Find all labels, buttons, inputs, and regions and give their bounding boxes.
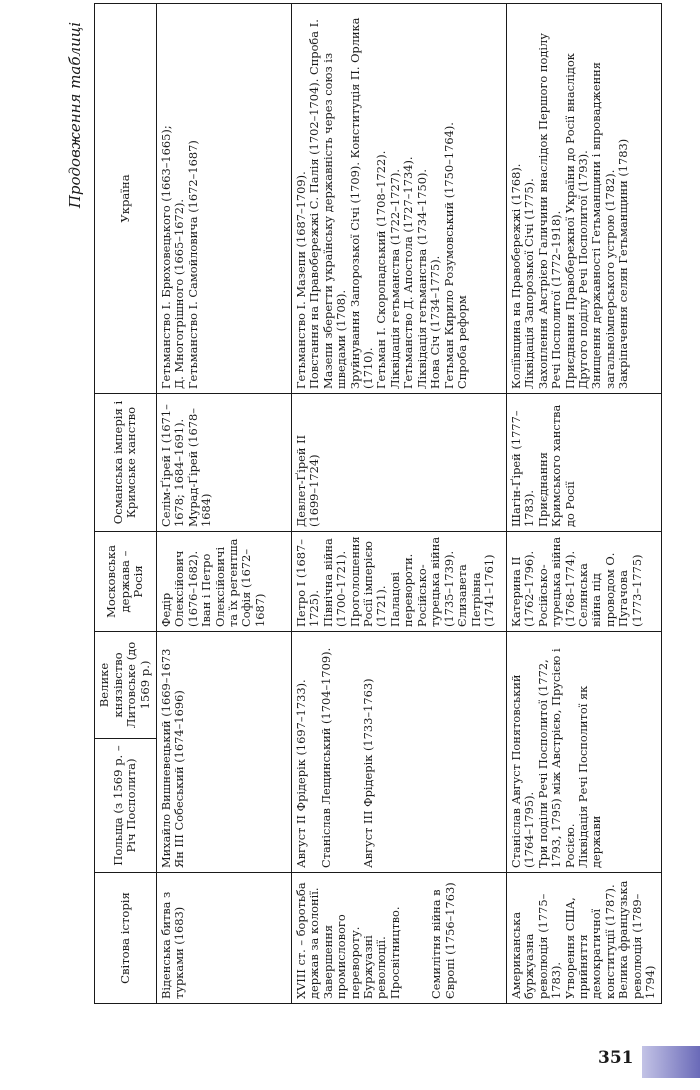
cell-line: Російсько-турецька війна (1768–1774). (535, 536, 577, 627)
cell-line: Ліквідація гетьманства (1722–1727). (387, 168, 402, 389)
col-header-poland: Польща (з 1569 р. – Річ Посполита) (95, 739, 157, 873)
col-header-world: Світова історія (95, 873, 157, 1004)
cell-line: Північна війна (1700–1721). (320, 538, 349, 627)
cell-line: Ліквідація Речі Посполитої як держави (575, 685, 604, 868)
cell-line: Гетьман І. Скоропадський (1708–1722). (374, 150, 389, 389)
cell-line: Нова Січ (1734–1775). (428, 255, 443, 389)
cell-line: Август ІІ Фрідерік (1697–1733). (293, 679, 308, 868)
cell-line: Велика французька революція (1789–1794) (616, 880, 658, 999)
cell-line: Д. Многогрішного (1665–1672). (172, 198, 187, 389)
continuation-header: Продовження таблиці (66, 22, 84, 209)
cell-ottoman (156, 394, 291, 532)
cell-line: Гетьманство Д. Апостола (1727–1734). (401, 156, 416, 389)
cell-line: Станіслав Лещинський (1704–1709). (319, 647, 334, 868)
cell-muscovy (291, 532, 506, 632)
cell-ukraine (156, 4, 291, 394)
cell-muscovy (506, 532, 661, 632)
cell-line: Іван і Петро Олексійовичі та їх регентша Софія (1672–1687) (199, 538, 267, 627)
cell-line: Гетьманство І. Брюховецького (1663–1665); (158, 125, 173, 389)
col-header-lithuania: Велике князівство Литовське (до 1569 р.) (95, 632, 157, 739)
cell-ottoman (506, 394, 661, 532)
cell-line: Захоплення Австрією Галичини внаслідок Першого поділу Речі Посполитої (1772–1918). (535, 33, 564, 389)
cell-poland (506, 632, 661, 873)
cell-line: Єлизавета Петрівна (1741–1761) (455, 554, 497, 627)
history-table (94, 3, 662, 1004)
cell-line: Приєднання Кримського ханства до Росії (535, 404, 577, 527)
cell-line: Август ІІІ Фрідерік (1733–1763) (360, 678, 375, 868)
cell-line: Американська буржуазна революція (1775–1783). (508, 893, 564, 999)
cell-line: Катерина ІІ (1762–1796). (508, 550, 537, 627)
table-row (506, 4, 661, 1004)
cell-world (506, 873, 661, 1004)
col-header-ukraine: Україна (95, 4, 157, 394)
cell-line: Гетьманство І. Мазепи (1687–1709). (293, 171, 308, 389)
cell-line: Гетьман Кирило Розумовський (1750–1764). (441, 122, 456, 389)
cell-line: Ліквідація Запорозької Січі (1775). (522, 178, 537, 389)
cell-line: Спроба реформ (455, 295, 470, 389)
cell-line: Утворення США, прийняття демократичної конституції (1787). (562, 884, 617, 999)
cell-line: Федір Олексійович (1676–1682). (158, 550, 200, 627)
cell-ukraine (506, 4, 661, 394)
table-row (291, 4, 506, 1004)
cell-line: Три поділи Речі Посполитої (1772, 1793, 1795) між Австрією, Прусією і Росією. (535, 648, 577, 868)
cell-line: Палацові перевороти. Російсько-турецька війна (1735–1739). (387, 536, 456, 627)
header-row (95, 4, 157, 1004)
cell-world (291, 873, 506, 1004)
cell-line: Селянська війна під проводом О. Пугачова (1773–1775) (575, 552, 644, 627)
cell-line: Віденська битва з турками (1683) (158, 891, 187, 999)
cell-line: Мурад-Ґірей (1678–1684) (185, 408, 214, 527)
cell-ottoman (291, 394, 506, 532)
cell-line: Приєднання Правобережної України до Росії внаслідок Другого поділу Речі Посполитої (1793). (562, 53, 590, 389)
cell-line: Просвітництво. (387, 906, 402, 999)
cell-muscovy (156, 532, 291, 632)
cell-line: Ян ІІІ Собеський (1674–1696) (172, 690, 187, 868)
table-row (156, 4, 291, 1004)
page-tab-decoration (642, 1046, 700, 1078)
cell-poland (156, 632, 291, 873)
cell-line: Станіслав Август Понятовський (1764–1795). (508, 674, 537, 868)
cell-line: Закріпачення селян Гетьманщини (1783) (616, 138, 631, 389)
cell-line: Селім-Ґірей І (1671–1678; 1684–1691). (158, 404, 187, 527)
cell-poland (291, 632, 506, 873)
cell-line: Шагін-Ґірей (1777–1783). (508, 410, 537, 527)
cell-line: Девлет-Ґірей ІІ (1699–1724) (293, 434, 322, 527)
col-header-ottoman: Османська імперія і Кримське ханство (95, 394, 157, 532)
cell-world (156, 873, 291, 1004)
cell-line: Семилітня війна в Європі (1756–1763) (429, 882, 457, 999)
cell-line: Гетьманство І. Самойловича (1672–1687) (185, 140, 200, 389)
cell-line: Повстання на Правобережжі С. Палія (1702–1704). Спроба І. Мазепи зберегти українську державність через союз із шведами (1708). (307, 19, 349, 389)
cell-line: Петро І (1687–1725). (293, 539, 322, 627)
cell-line: Проголошення Росії імперією (1721). (347, 536, 389, 627)
col-header-muscovy: Московська держава – Росія (95, 532, 157, 632)
cell-line: Ліквідація гетьманства (1734–1750). (414, 168, 429, 389)
page-number: 351 (598, 1048, 634, 1068)
cell-line: Знищення державності Гетьманщини і впровадження загальноімперського устрою (1782). (589, 62, 617, 389)
cell-line: XVIII ст. – боротьба держав за колонії. Завершення промислового перевороту. (293, 882, 362, 999)
cell-line: Михайло Вишневецький (1669–1673 (158, 648, 173, 868)
cell-ukraine (291, 4, 506, 394)
cell-line: Буржуазні революції. (360, 935, 389, 999)
cell-line: Коліївщина на Правобережжі (1768). (508, 163, 523, 389)
cell-line: Зруйнування Запорозької Січі (1709). Конституція П. Орлика (1710). (347, 17, 375, 389)
